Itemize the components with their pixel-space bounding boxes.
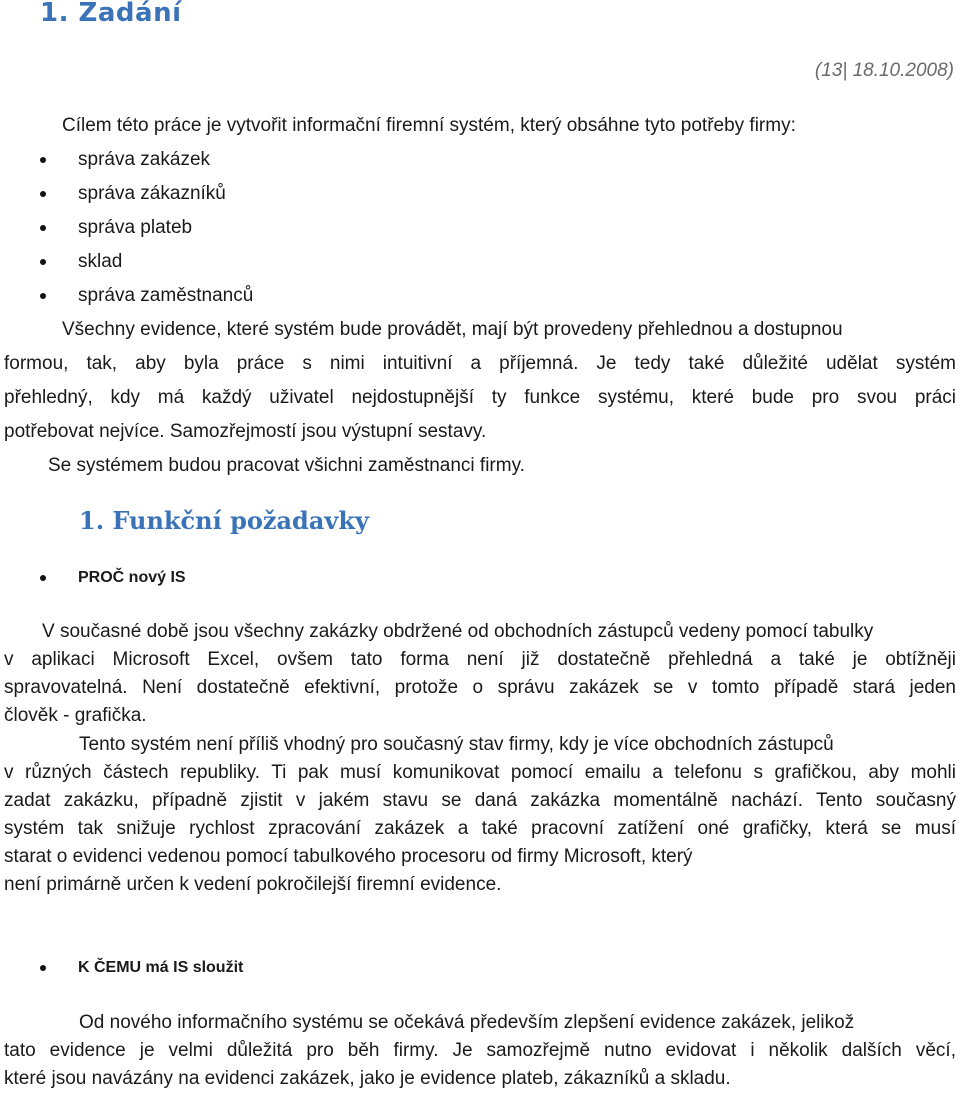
heading-zadani: 1. Zadání: [40, 0, 182, 28]
bullet-icon: [40, 191, 46, 197]
bullet-icon: [40, 575, 46, 581]
para5-line: tato evidence je velmi důležitá pro běh firmy. Je samozřejmě nutno evidovat i několik dalších věcí,: [4, 1040, 956, 1061]
para5-line: které jsou navázány na evidenci zakázek, jako je evidence plateb, zákazníků a skladu.: [4, 1068, 731, 1089]
para4-line: není primárně určen k vedení pokročilejší firemní evidence.: [4, 874, 502, 895]
para4-line: zadat zakázku, případně zjistit v jakém stavu se daná zakázka momentálně nachází. Tento současný: [4, 790, 956, 811]
para2-text: Se systémem budou pracovat všichni zaměstnanci firmy.: [48, 455, 525, 476]
para4-line: systém tak snižuje rychlost zpracování zakázek a také pracovní zatížení oné grafičky, která se musí: [4, 818, 956, 839]
date-note: (13| 18.10.2008): [814, 60, 954, 81]
para4-line: Tento systém není příliš vhodný pro současný stav firmy, kdy je více obchodních zástupců: [79, 734, 834, 755]
bullet-icon: [40, 965, 46, 971]
intro-text: Cílem této práce je vytvořit informační firemní systém, který obsáhne tyto potřeby firmy:: [62, 115, 796, 136]
para3-line: člověk - grafička.: [4, 705, 147, 726]
para3-line: V současné době jsou všechny zakázky obdržené od obchodních zástupců vedeny pomocí tabulky: [42, 621, 874, 642]
para1-line: Všechny evidence, které systém bude provádět, mají být provedeny přehlednou a dostupnou: [62, 319, 843, 340]
para1-line: potřebovat nejvíce. Samozřejmostí jsou výstupní sestavy.: [4, 421, 487, 442]
heading-funkcni-pozadavky: 1. Funkční požadavky: [79, 506, 369, 535]
para1-line: přehledný, kdy má každý uživatel nejdostupnější ty funkce systému, které bude pro svou práci: [4, 387, 956, 408]
para4-line: starat o evidenci vedenou pomocí tabulkového procesoru od firmy Microsoft, který: [4, 846, 693, 867]
para1-line: formou, tak, aby byla práce s nimi intuitivní a příjemná. Je tedy také důležité udělat systém: [4, 353, 956, 374]
para5-line: Od nového informačního systému se očekává především zlepšení evidence zakázek, jelikož: [79, 1012, 855, 1033]
para3-line: spravovatelná. Není dostatečně efektivní, protože o správu zakázek se v tomto případě stará jeden: [4, 677, 956, 698]
bullet-icon: [40, 157, 46, 163]
bullet-icon: [40, 293, 46, 299]
para4-line: v různých částech republiky. Ti pak musí komunikovat pomocí emailu a telefonu s grafičkou, aby mohli: [4, 762, 956, 783]
bullet-icon: [40, 259, 46, 265]
para3-line: v aplikaci Microsoft Excel, ovšem tato forma není již dostatečně přehledná a také je obtížněji: [4, 649, 956, 670]
bullet-icon: [40, 225, 46, 231]
